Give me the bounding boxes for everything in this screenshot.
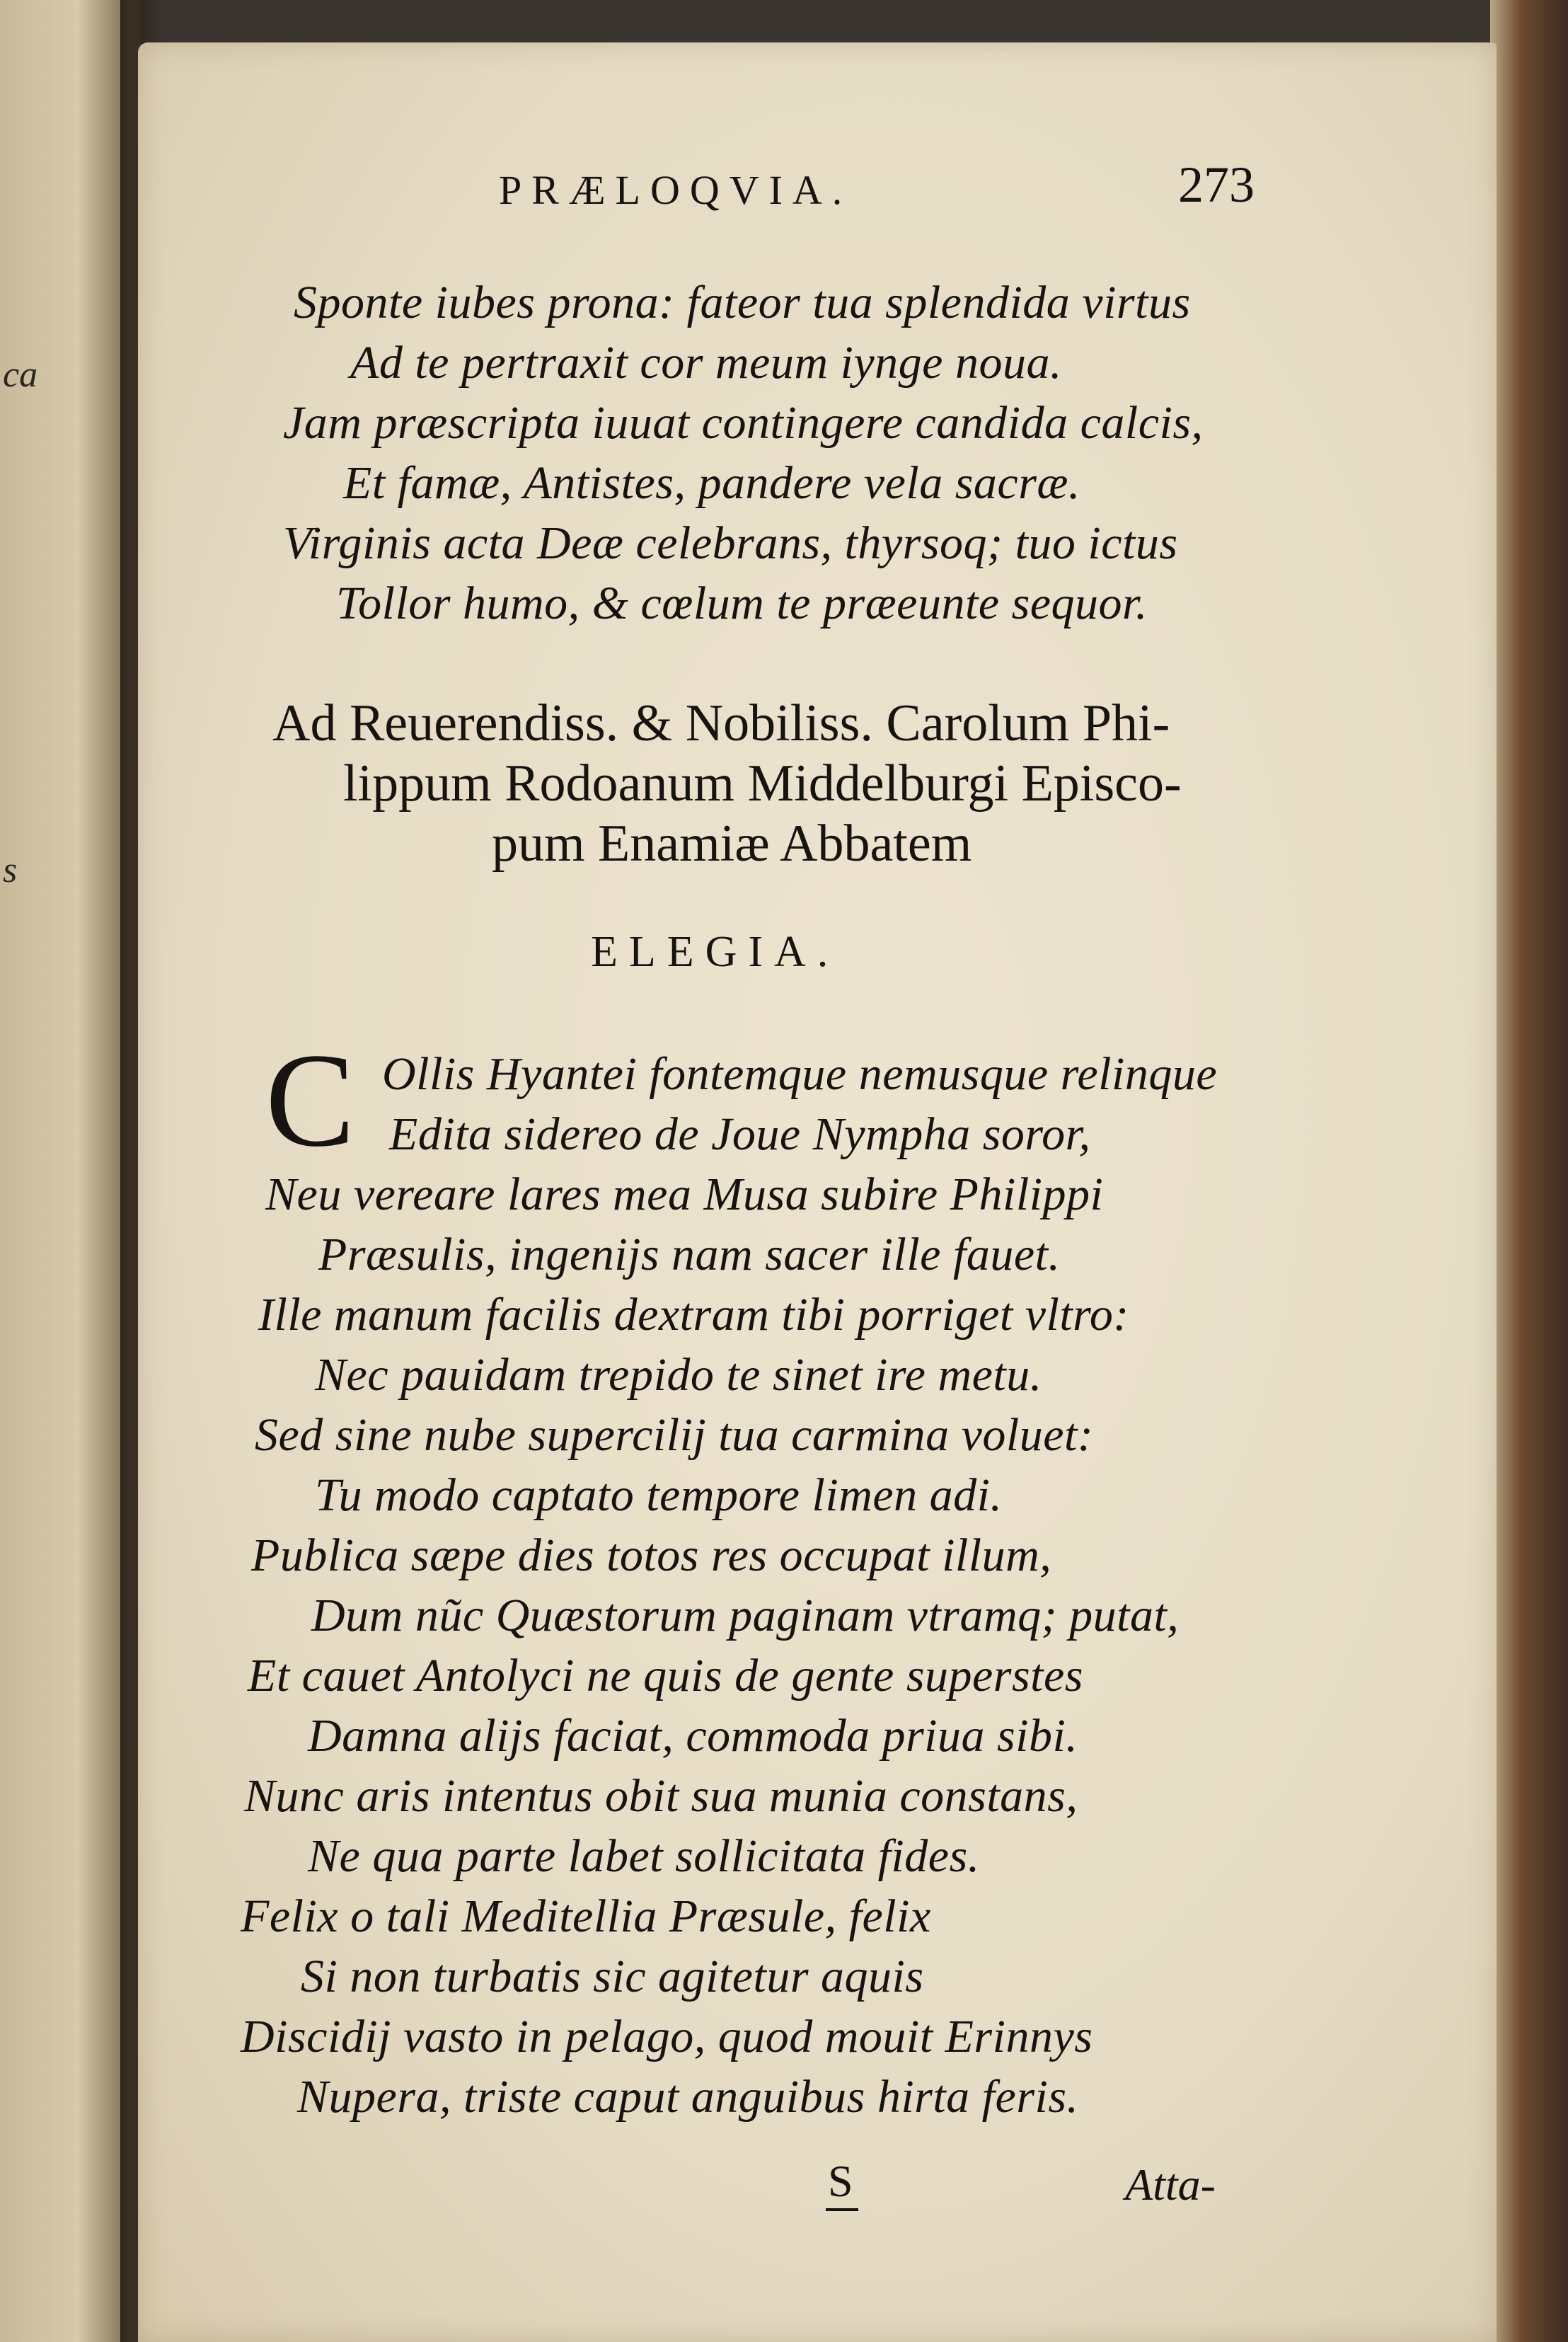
verse-line: Ne qua parte labet sollicitata fides. [308, 1830, 980, 1882]
dedication-line: lippum Rodoanum Middelburgi Episco- [343, 754, 1182, 813]
verse-line: Edita sidereo de Joue Nympha soror, [389, 1108, 1091, 1160]
signature-underline [826, 2208, 858, 2211]
dedication-line: pum Enamiæ Abbatem [492, 815, 972, 873]
binding-edge [1490, 0, 1568, 2342]
facing-page-fragment: ca [3, 355, 38, 395]
verse-line: Ad te pertraxit cor meum iynge noua. [350, 337, 1062, 389]
verse-line: Tollor humo, & cœlum te præeunte sequor. [336, 578, 1148, 629]
verse-line: Felix o tali Meditellia Præsule, felix [241, 1890, 931, 1942]
verse-line: Præsulis, ingenijs nam sacer ille fauet. [318, 1229, 1061, 1280]
verse-line: Sed sine nube supercilij tua carmina voluet: [255, 1409, 1094, 1461]
page-number: 273 [1178, 156, 1255, 213]
verse-line: Damna alijs faciat, commoda priua sibi. [308, 1710, 1078, 1762]
catchword: Atta- [1125, 2159, 1216, 2210]
verse-line: Si non turbatis sic agitetur aquis [301, 1951, 924, 2002]
verse-line: Nupera, triste caput anguibus hirta feris. [297, 2071, 1079, 2123]
verse-line: Dum nũc Quæstorum paginam vtramq; putat, [311, 1590, 1180, 1641]
dedication-line: Ad Reuerendiss. & Nobiliss. Carolum Phi- [272, 694, 1170, 752]
signature-mark: S [828, 2156, 853, 2206]
elegy-title: ELEGIA. [591, 928, 840, 976]
verse-line: Et cauet Antolyci ne quis de gente superstes [248, 1650, 1083, 1701]
verse-line: Publica sæpe dies totos res occupat illum, [251, 1529, 1052, 1581]
facing-page-fragment: s [3, 850, 18, 890]
verse-line: Nunc aris intentus obit sua munia constans, [244, 1770, 1078, 1822]
book-page [138, 42, 1497, 2342]
verse-line: Neu vereare lares mea Musa subire Philippi [265, 1169, 1104, 1220]
verse-line: Sponte iubes prona: fateor tua splendida virtus [294, 277, 1191, 328]
verse-line: Jam præscripta iuuat contingere candida calcis, [283, 397, 1204, 449]
drop-cap: C [265, 1026, 355, 1175]
verse-line: Virginis acta Deæ celebrans, thyrsoq; tuo ictus [283, 517, 1178, 569]
running-head: PRÆLOQVIA. [499, 167, 853, 213]
verse-line: Ollis Hyantei fontemque nemusque relinque [382, 1048, 1218, 1100]
verse-line: Et famæ, Antistes, pandere vela sacræ. [343, 457, 1080, 509]
verse-line: Nec pauidam trepido te sinet ire metu. [315, 1349, 1042, 1401]
verse-line: Ille manum facilis dextram tibi porriget vltro: [258, 1289, 1129, 1341]
verse-line: Discidij vasto in pelago, quod mouit Erinnys [241, 2011, 1093, 2062]
verse-line: Tu modo captato tempore limen adi. [315, 1469, 1003, 1521]
